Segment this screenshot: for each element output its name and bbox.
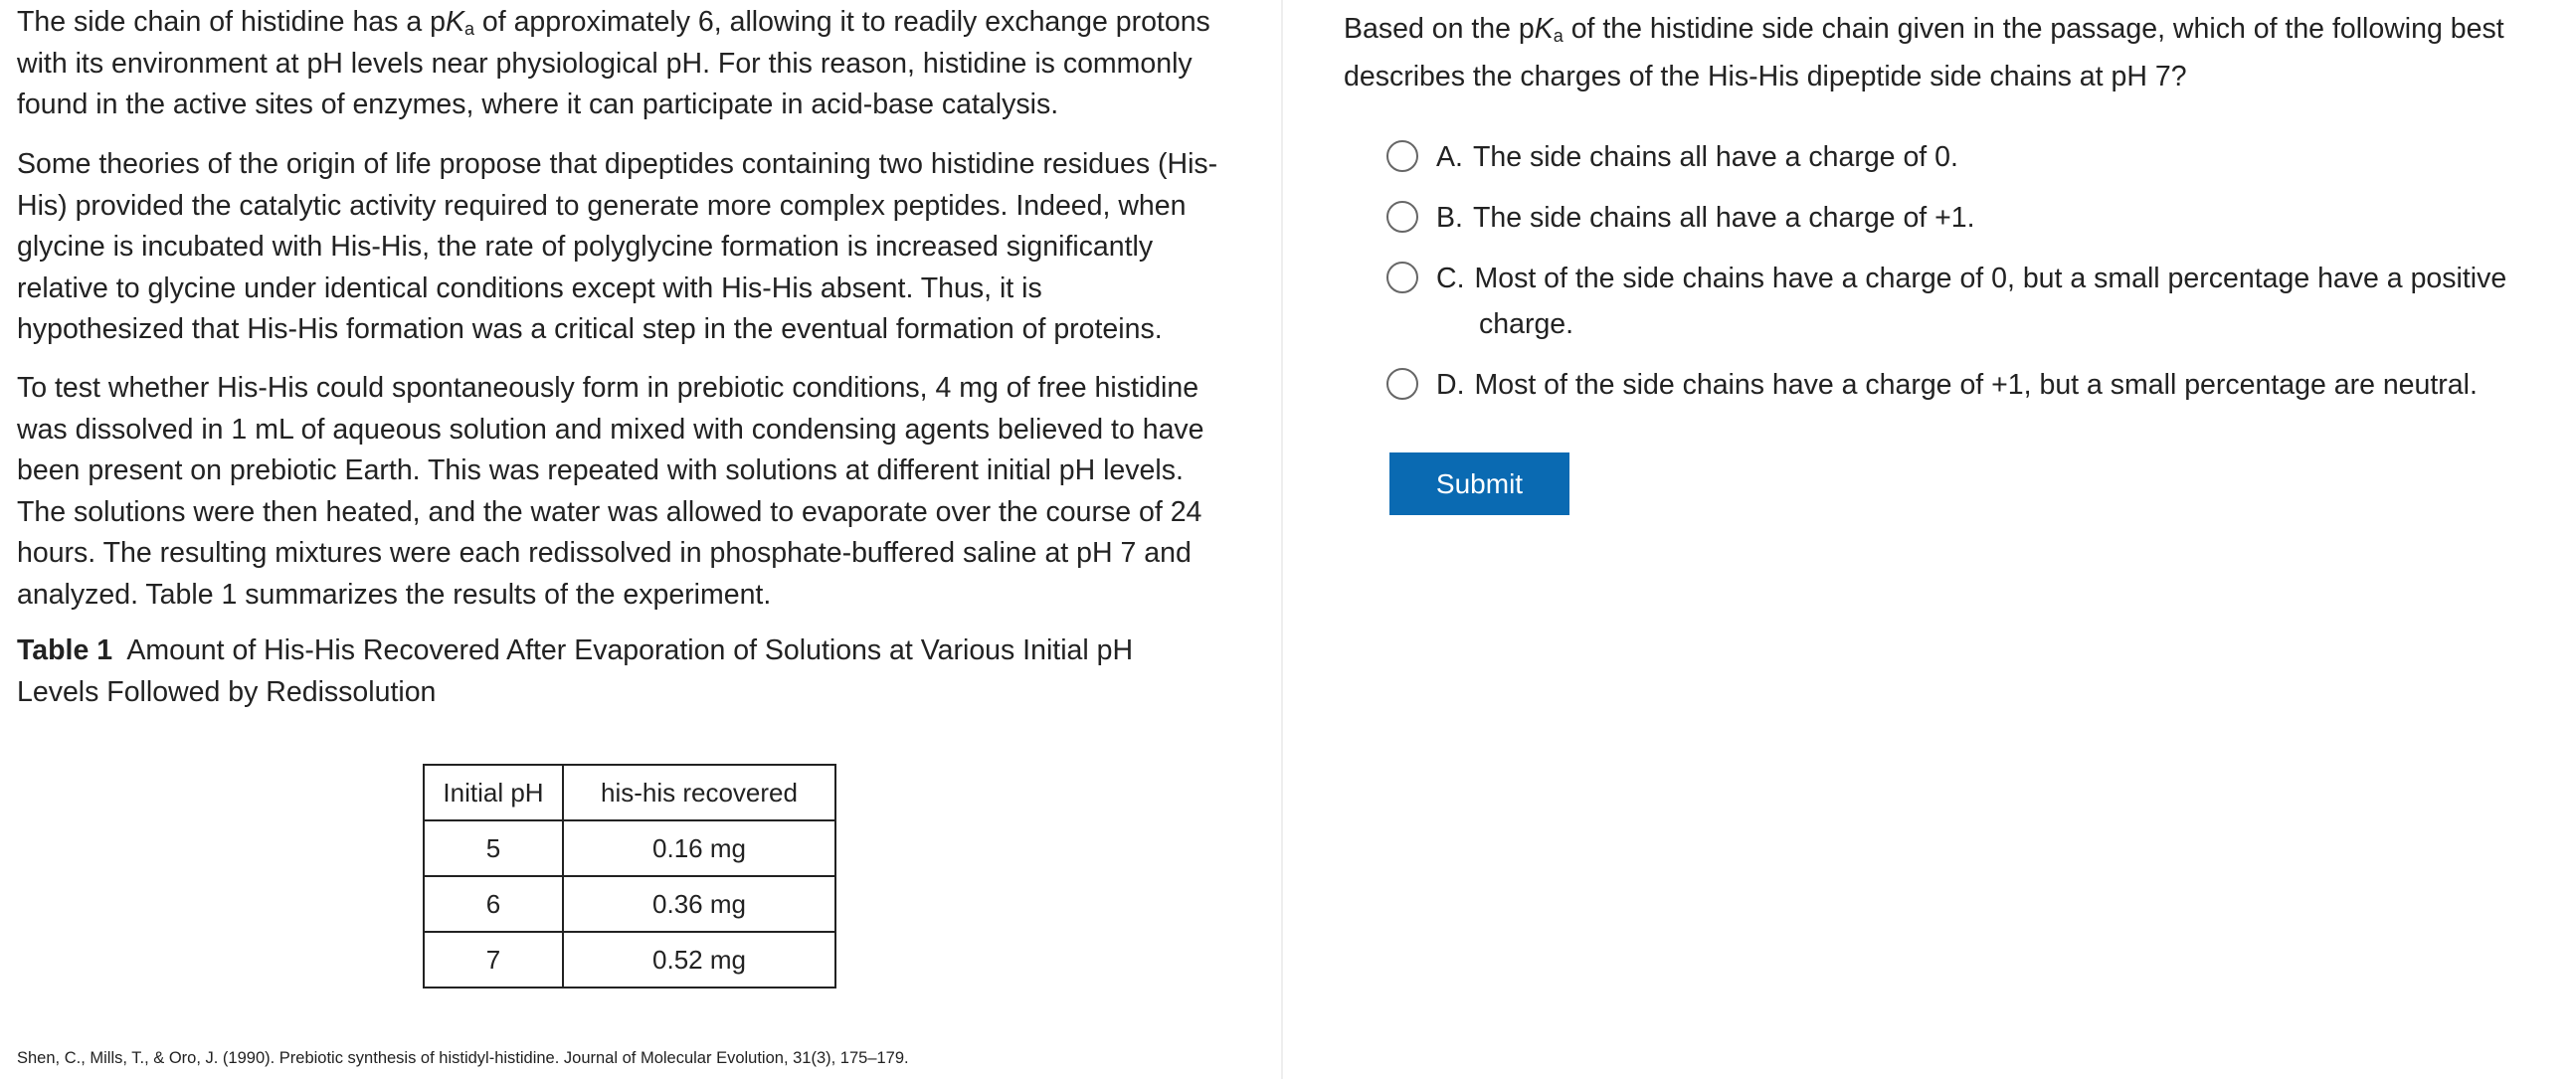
table-cell: 6 [424, 876, 563, 932]
table-header-cell: his-his recovered [563, 765, 835, 820]
option-text: charge. [1479, 308, 1574, 340]
table-row [424, 932, 835, 988]
passage-paragraph-1 [17, 2, 1265, 126]
radio-button[interactable] [1386, 201, 1418, 233]
answer-option-a[interactable] [1386, 134, 2570, 180]
answer-option-b[interactable] [1386, 195, 2570, 241]
passage-line: with its environment at pH levels near physiological pH. For this reason, histidine is commonly [17, 47, 1193, 80]
table-cell: 5 [424, 820, 563, 876]
passage-line: Some theories of the origin of life propose that dipeptides containing two histidine residues (His- [17, 148, 1218, 180]
passage-paragraph-3 [17, 368, 1265, 616]
option-text: Most of the side chains have a charge of +1, but a small percentage are neutral. [1474, 369, 2478, 401]
table-caption [17, 630, 1265, 713]
option-letter: B. [1436, 202, 1463, 234]
citation: Shen, C., Mills, T., & Oro, J. (1990). Prebiotic synthesis of histidyl-histidine. Journal of Molecular Evolution, 31(3), 175–179. [17, 1049, 909, 1067]
option-text: The side chains all have a charge of 0. [1472, 141, 1958, 173]
option-text: Most of the side chains have a charge of 0, but a small percentage have a positive [1474, 263, 2507, 294]
passage-line: His) provided the catalytic activity required to generate more complex peptides. Indeed, when [17, 189, 1187, 222]
answer-option-c[interactable] [1386, 256, 2570, 347]
passage-line: The solutions were then heated, and the water was allowed to evaporate over the course of 24 [17, 495, 1202, 528]
option-text: The side chains all have a charge of +1. [1472, 202, 1975, 234]
radio-button[interactable] [1386, 140, 1418, 172]
passage-line: glycine is incubated with His-His, the rate of polyglycine formation is increased significantly [17, 231, 1154, 263]
passage-line: been present on prebiotic Earth. This was repeated with solutions at different initial pH levels. [17, 454, 1184, 486]
table-header-row [424, 765, 835, 820]
table-caption-text: Amount of His-His Recovered After Evaporation of Solutions at Various Initial pH [112, 634, 1134, 666]
answer-option-d[interactable] [1386, 362, 2570, 408]
question-stem: Based on the $pK_a$ of the histidine side chain given in the passage, which of the following best describes the charges of the His-His dipeptide side chains at pH 7? [1344, 13, 2504, 92]
results-table [423, 764, 836, 989]
passage-pane [0, 0, 1281, 1079]
passage-line: To test whether His-His could spontaneously form in prebiotic conditions, 4 mg of free histidine [17, 372, 1199, 404]
option-letter: D. [1436, 369, 1465, 401]
passage-line: hypothesized that His-His formation was a critical step in the eventual formation of proteins. [17, 313, 1163, 345]
passage-line: The side chain of histidine has a $pK_a$ of approximately 6, allowing it to readily exchange protons [17, 6, 1210, 39]
passage-line: was dissolved in 1 mL of aqueous solution and mixed with condensing agents believed to have [17, 413, 1204, 446]
table-cell: 0.16 mg [563, 820, 835, 876]
passage-line: hours. The resulting mixtures were each redissolved in phosphate-buffered saline at pH 7 and [17, 537, 1192, 569]
passage-paragraph-2 [17, 144, 1265, 351]
option-letter: A. [1436, 141, 1463, 173]
table-row [424, 820, 835, 876]
submit-button[interactable]: Submit [1389, 452, 1569, 515]
table-cell: 0.36 mg [563, 876, 835, 932]
table-header-cell: Initial pH [424, 765, 563, 820]
radio-button[interactable] [1386, 262, 1418, 293]
passage-line: found in the active sites of enzymes, where it can participate in acid-base catalysis. [17, 89, 1059, 120]
table-caption-text: Levels Followed by Redissolution [17, 675, 437, 708]
table-row [424, 876, 835, 932]
question-pane [1283, 0, 2576, 1079]
table-label: Table 1 [17, 634, 113, 666]
option-letter: C. [1436, 263, 1465, 294]
table-cell: 0.52 mg [563, 932, 835, 988]
table-cell: 7 [424, 932, 563, 988]
radio-button[interactable] [1386, 368, 1418, 400]
passage-line: relative to glycine under identical conditions except with His-His absent. Thus, it is [17, 271, 1042, 304]
passage-line: analyzed. Table 1 summarizes the results of the experiment. [17, 578, 772, 611]
